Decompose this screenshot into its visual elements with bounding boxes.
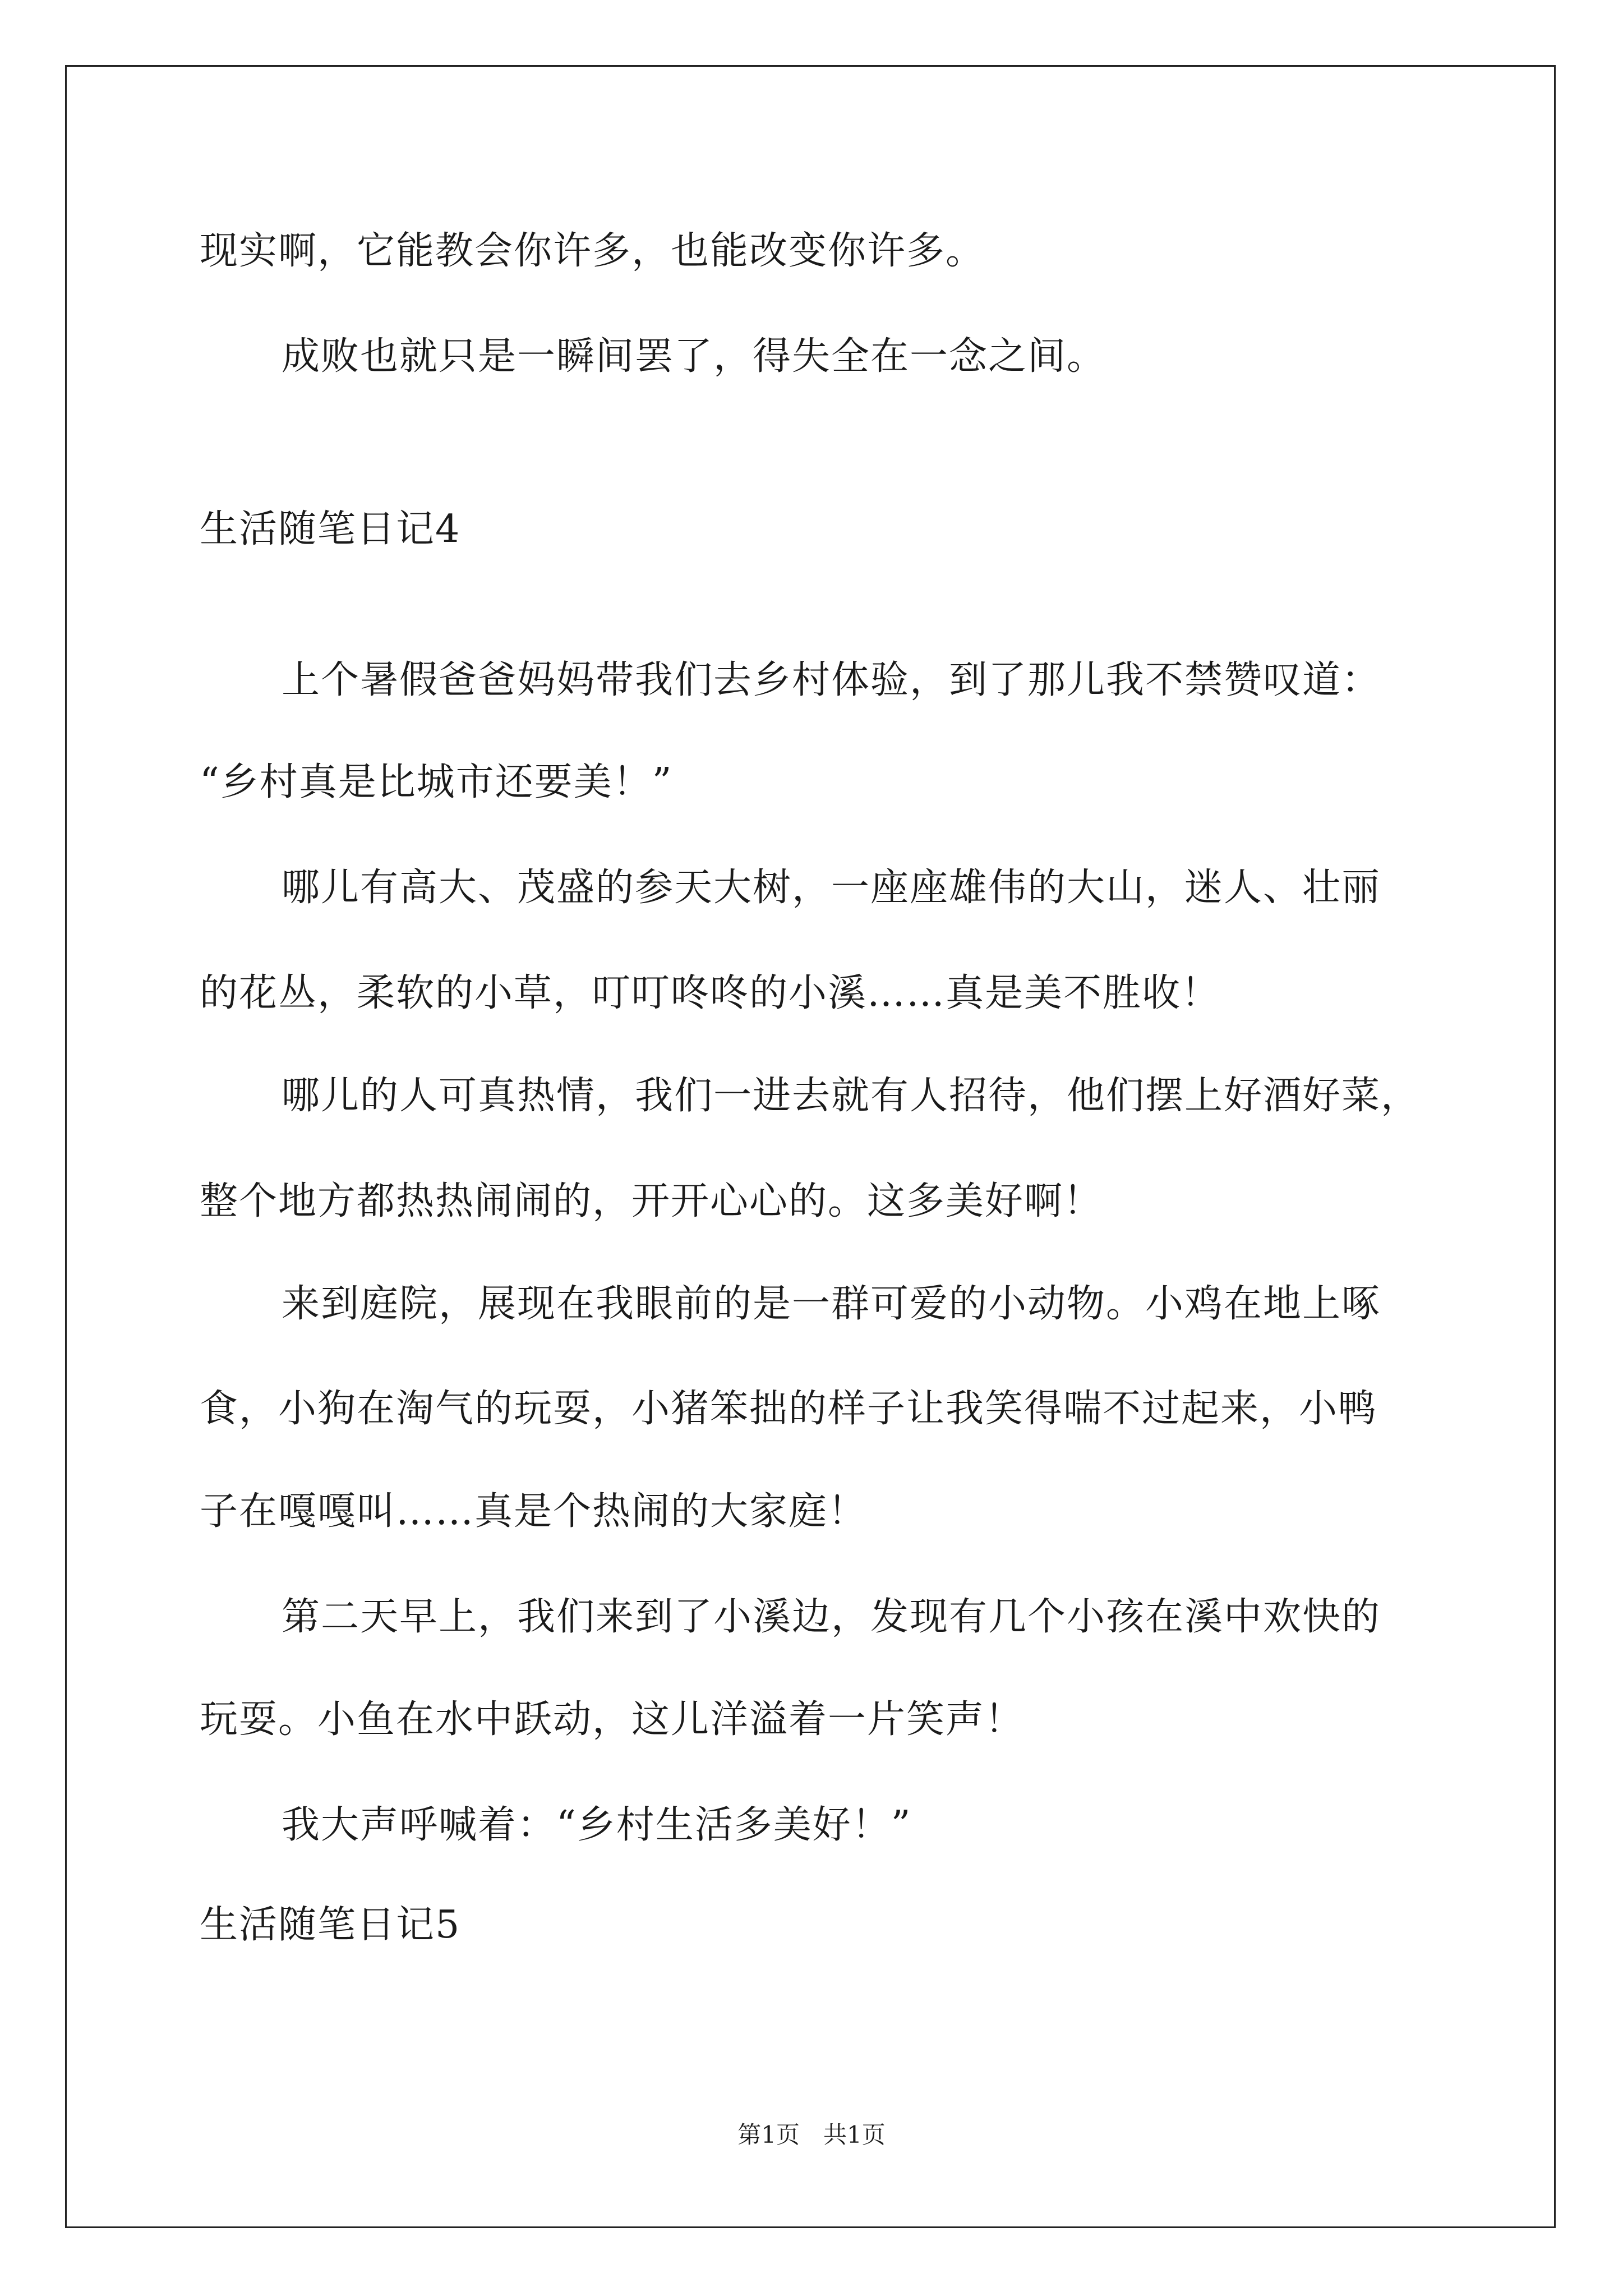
paragraph-line: 哪儿的人可真热情，我们一进去就有人招待，他们摆上好酒好菜， <box>282 1074 1421 1118</box>
page-footer: 第1页 共1页 <box>737 2121 886 2148</box>
paragraph-line: 第二天早上，我们来到了小溪边，发现有几个小孩在溪中欢快的 <box>282 1595 1381 1639</box>
paragraph-line: 的花丛，柔软的小草，叮叮咚咚的小溪……真是美不胜收！ <box>200 971 1221 1015</box>
paragraph-line: 来到庭院，展现在我眼前的是一群可爱的小动物。小鸡在地上啄 <box>282 1282 1381 1326</box>
paragraph-line: 上个暑假爸爸妈妈带我们去乡村体验，到了那儿我不禁赞叹道： <box>282 658 1381 702</box>
paragraph-line: 成败也就只是一瞬间罢了，得失全在一念之间。 <box>282 334 1106 379</box>
paragraph-line: 子在嘎嘎叫……真是个热闹的大家庭！ <box>200 1489 868 1534</box>
paragraph-line: 食，小狗在淘气的玩耍，小猪笨拙的样子让我笑得喘不过起来，小鸭 <box>200 1387 1378 1431</box>
section-heading: 生活随笔日记5 <box>200 1903 461 1947</box>
paragraph-line: “乡村真是比城市还要美！” <box>200 760 673 804</box>
paragraph-line: 玩耍。小鱼在水中跃动，这儿洋溢着一片笑声！ <box>200 1697 1025 1742</box>
paragraph-line: 整个地方都热热闹闹的，开开心心的。这多美好啊！ <box>200 1179 1103 1223</box>
paragraph-line: 现实啊，它能教会你许多，也能改变你许多。 <box>200 229 985 273</box>
section-heading: 生活随笔日记4 <box>200 507 461 551</box>
paragraph-line: 哪儿有高大、茂盛的参天大树，一座座雄伟的大山，迷人、壮丽 <box>282 866 1381 910</box>
paragraph-line: 我大声呼喊着：“乡村生活多美好！” <box>282 1803 912 1847</box>
